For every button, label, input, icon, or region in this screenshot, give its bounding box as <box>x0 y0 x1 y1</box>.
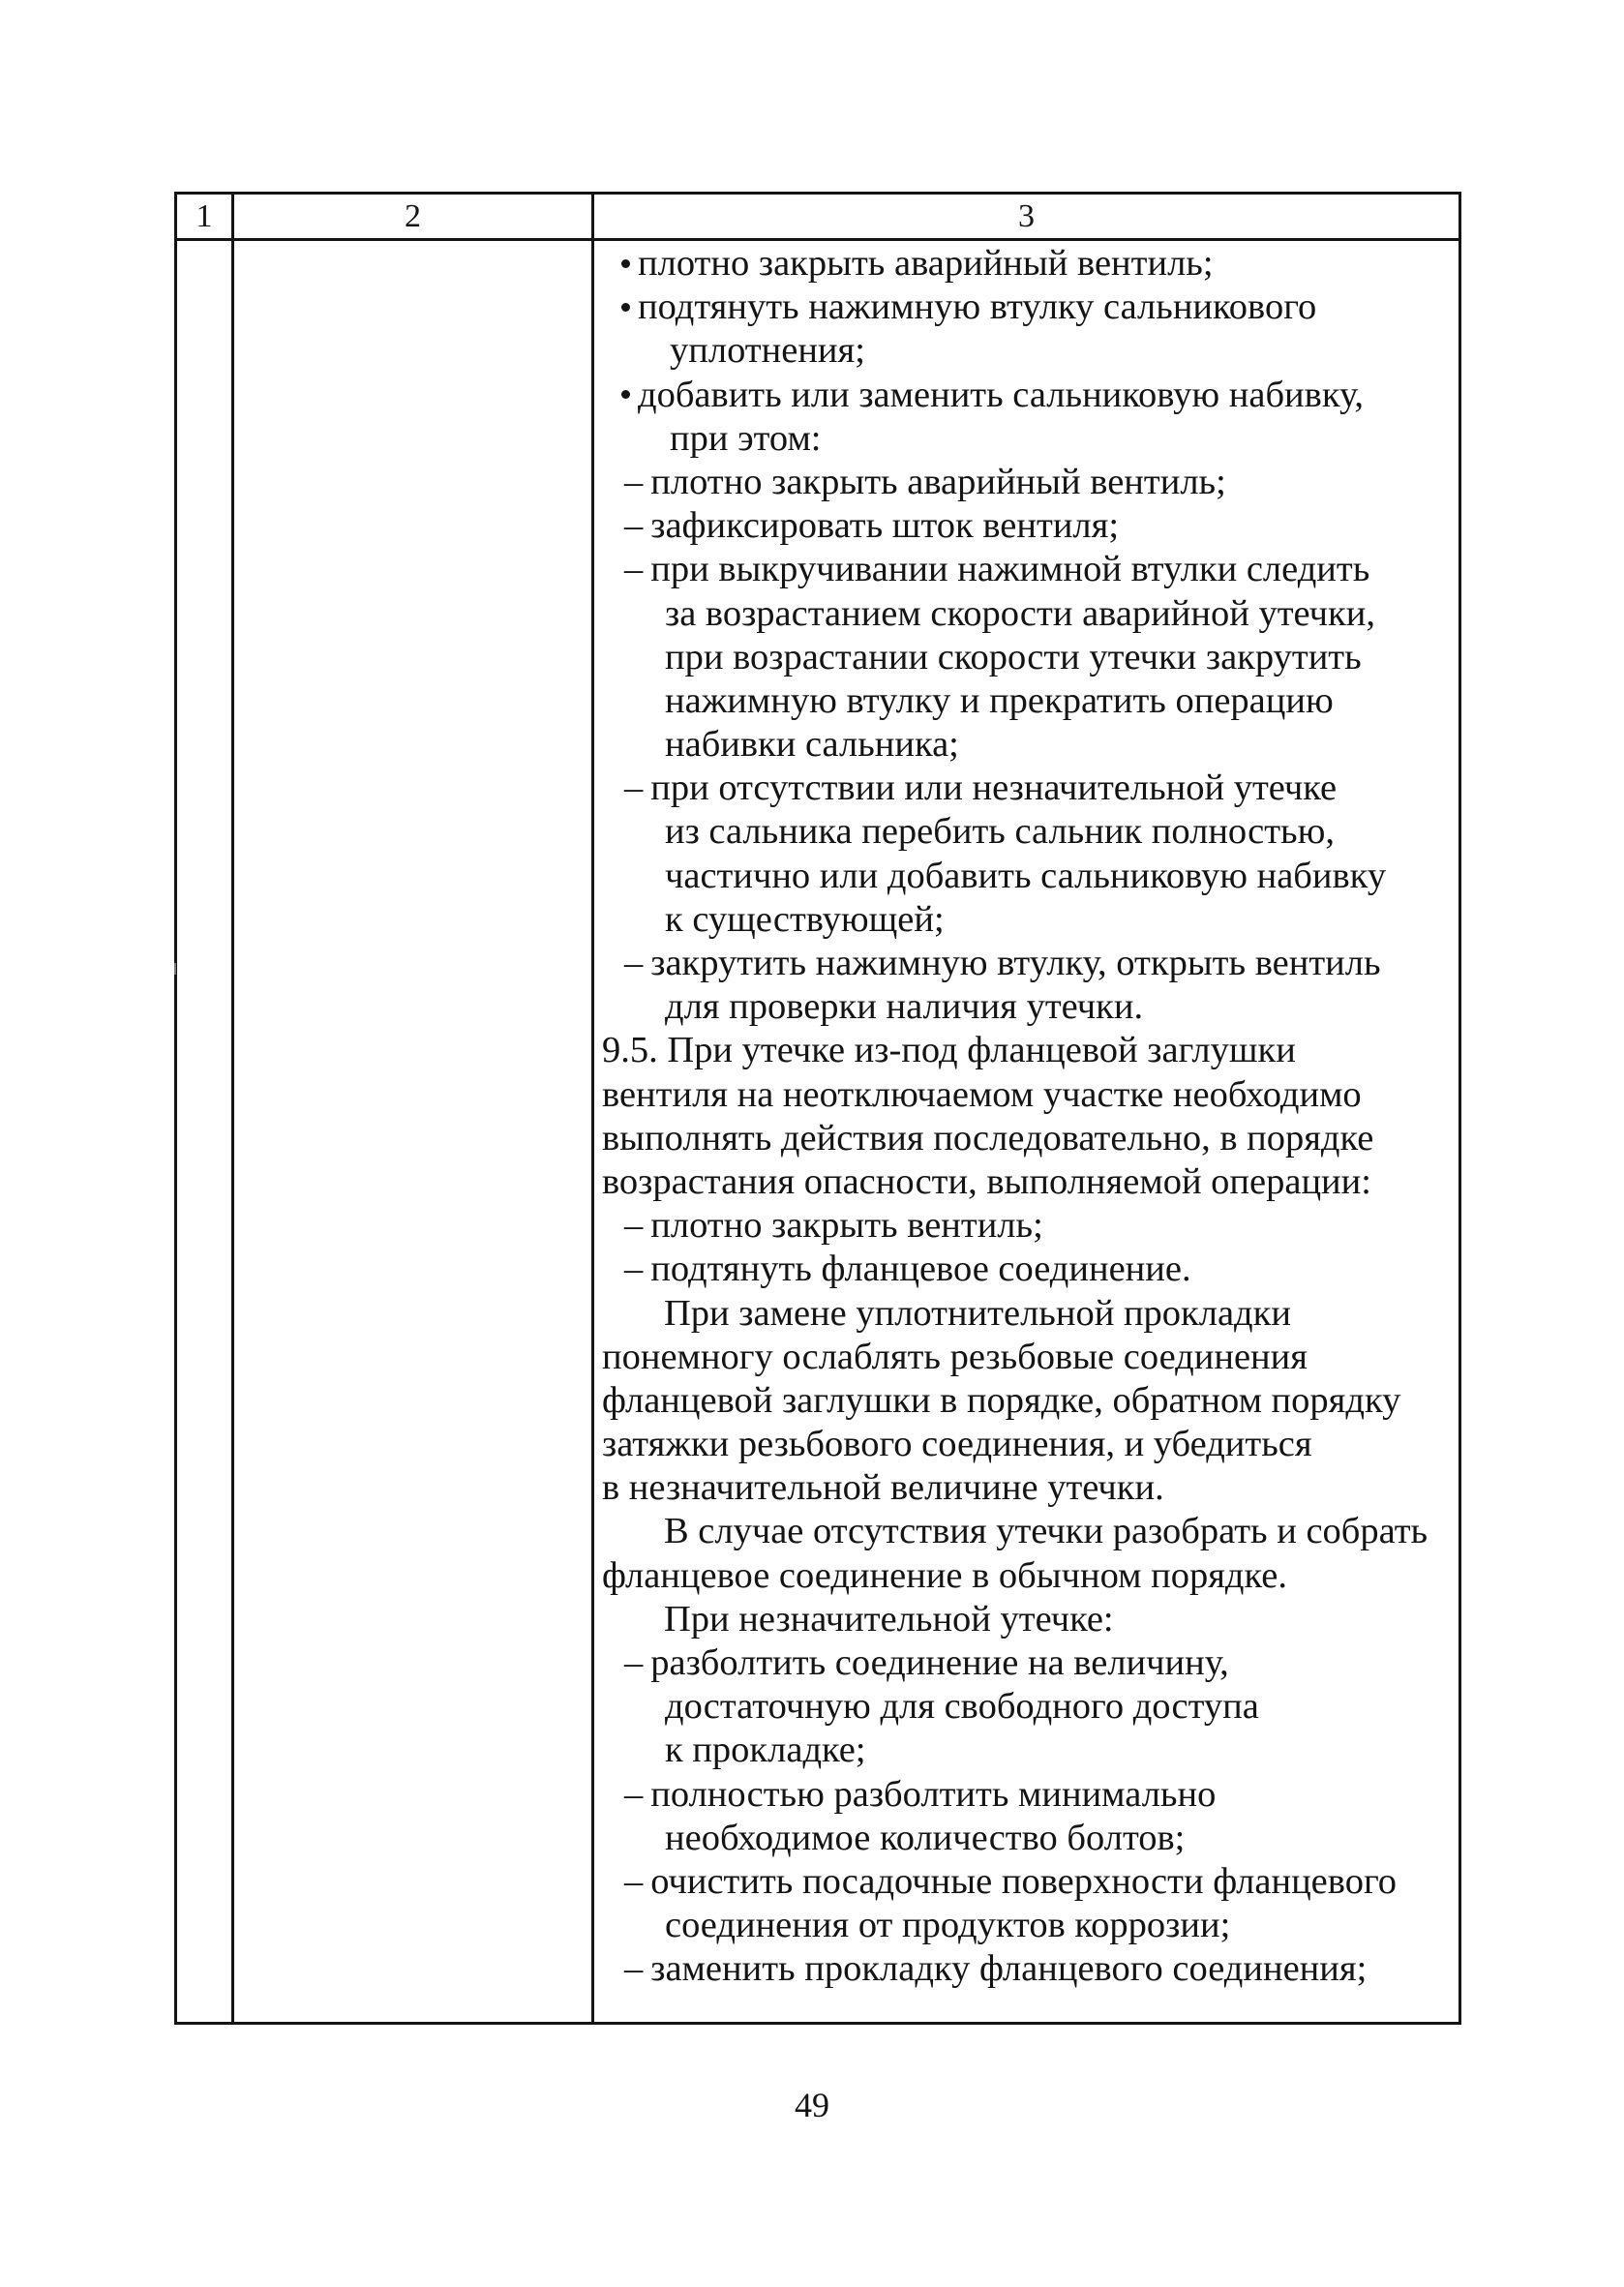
line-text: достаточную для свободного доступа <box>665 1686 1259 1728</box>
text-line <box>602 1160 1459 1204</box>
dash-icon: – <box>624 1773 644 1815</box>
text-line <box>602 1029 1459 1072</box>
text-line <box>602 1554 1459 1598</box>
header-col-3: 3 <box>593 194 1460 240</box>
dash-icon: – <box>624 1205 644 1247</box>
line-text: закрутить нажимную втулку, открыть вентиль <box>650 943 1381 983</box>
text-line <box>602 242 1459 286</box>
text-line <box>602 1510 1459 1553</box>
table-body-row <box>176 240 1460 2024</box>
text-line <box>602 1904 1459 1947</box>
line-text: при выкручивании нажимной втулки следить <box>650 549 1370 590</box>
text-line <box>602 767 1459 810</box>
text-line <box>602 461 1459 504</box>
text-line <box>602 1598 1459 1641</box>
line-text: зафиксировать шток вентиля; <box>650 505 1120 547</box>
line-text: для проверки наличия утечки. <box>665 986 1144 1028</box>
text-line <box>602 1685 1459 1729</box>
line-text: соединения от продуктов коррозии; <box>665 1905 1231 1946</box>
line-text: к прокладке; <box>665 1730 866 1771</box>
text-line <box>602 942 1459 985</box>
line-text: к существующей; <box>665 898 945 940</box>
text-line <box>602 1292 1459 1336</box>
line-text: частично или добавить сальниковую набивку <box>665 855 1387 896</box>
text-line <box>602 374 1459 417</box>
dash-icon: – <box>624 943 644 983</box>
dash-icon: – <box>624 461 644 502</box>
line-text: плотно закрыть аварийный вентиль; <box>638 243 1214 284</box>
line-text: В случае отсутствия утечки разобрать и собрать <box>664 1511 1429 1552</box>
line-text: при отсутствии или незначительной утечке <box>650 767 1338 809</box>
line-text: уплотнения; <box>670 330 865 372</box>
header-col-1: 1 <box>176 194 233 240</box>
dash-icon: – <box>624 1249 644 1290</box>
text-line <box>602 548 1459 591</box>
line-text: плотно закрыть вентиль; <box>650 1205 1043 1247</box>
text-line <box>602 504 1459 548</box>
line-text: понемногу ослаблять резьбовые соединения <box>602 1336 1308 1377</box>
line-text: подтянуть нажимную втулку сальникового <box>638 286 1317 328</box>
dash-icon: – <box>624 549 644 590</box>
instructions-text <box>602 241 1459 1992</box>
body-col-1 <box>176 240 233 2024</box>
line-text: набивки сальника; <box>665 724 959 766</box>
text-line <box>602 329 1459 373</box>
line-text: полностью разболтить минимально <box>650 1773 1217 1815</box>
text-line <box>602 1641 1459 1685</box>
line-text: необходимое количество болтов; <box>665 1817 1186 1858</box>
table-header-row <box>176 194 1460 240</box>
dash-icon: – <box>624 767 644 809</box>
line-text: при этом: <box>670 417 822 459</box>
line-text: заменить прокладку фланцевого соединения; <box>650 1948 1368 1990</box>
text-line <box>602 1379 1459 1423</box>
text-line <box>602 1466 1459 1510</box>
text-line <box>602 1073 1459 1117</box>
text-line <box>602 810 1459 854</box>
line-text: затяжки резьбового соединения, и убедиться <box>602 1424 1312 1465</box>
text-line <box>602 1248 1459 1291</box>
text-line <box>602 286 1459 329</box>
bullet-icon <box>621 259 630 268</box>
text-line <box>602 1817 1459 1860</box>
line-text: При замене уплотнительной прокладки <box>664 1292 1291 1334</box>
line-text: подтянуть фланцевое соединение. <box>650 1249 1191 1290</box>
line-text: при возрастании скорости утечки закрутить <box>665 636 1362 677</box>
line-text: очистить посадочные поверхности фланцевого <box>650 1860 1398 1902</box>
line-text: 9.5. При утечке из-под фланцевой заглушки <box>602 1030 1296 1071</box>
text-line <box>602 723 1459 767</box>
text-line <box>602 1204 1459 1248</box>
line-text: плотно закрыть аварийный вентиль; <box>650 461 1226 502</box>
dash-icon: – <box>624 1948 644 1990</box>
text-line <box>602 679 1459 723</box>
header-col-2: 2 <box>233 194 593 240</box>
line-text: фланцевой заглушки в порядке, обратном порядку <box>602 1379 1401 1421</box>
bullet-icon <box>621 303 630 312</box>
line-text: фланцевое соединение в обычном порядке. <box>602 1554 1287 1596</box>
line-text: из сальника перебить сальник полностью, <box>665 811 1335 853</box>
body-col-2 <box>233 240 593 2024</box>
line-text: разболтить соединение на величину, <box>650 1642 1229 1683</box>
line-text: вентиля на неотключаемом участке необходимо <box>602 1073 1362 1115</box>
line-text: возрастания опасности, выполняемой операции: <box>602 1160 1371 1202</box>
text-line <box>602 898 1459 942</box>
text-line <box>602 417 1459 461</box>
line-text: добавить или заменить сальниковую набивку, <box>638 374 1365 415</box>
text-line <box>602 1947 1459 1991</box>
line-text: нажимную втулку и прекратить операцию <box>665 679 1334 721</box>
body-col-3 <box>593 240 1460 2024</box>
margin-mark <box>174 963 176 975</box>
line-text: в незначительной величине утечки. <box>602 1467 1164 1509</box>
line-text: При незначительной утечке: <box>664 1598 1114 1640</box>
instruction-table <box>174 192 1461 2025</box>
text-line <box>602 592 1459 636</box>
text-line <box>602 985 1459 1029</box>
line-text: выполнять действия последовательно, в порядке <box>602 1117 1374 1159</box>
line-text: за возрастанием скорости аварийной утечки, <box>665 592 1375 634</box>
dash-icon: – <box>624 1642 644 1683</box>
text-line <box>602 1117 1459 1160</box>
dash-icon: – <box>624 1860 644 1902</box>
text-line <box>602 1423 1459 1466</box>
text-line <box>602 636 1459 679</box>
text-line <box>602 1729 1459 1772</box>
text-line <box>602 1860 1459 1904</box>
page-number: 49 <box>795 2086 829 2124</box>
text-line <box>602 855 1459 898</box>
text-line <box>602 1336 1459 1379</box>
bullet-icon <box>621 390 630 399</box>
dash-icon: – <box>624 505 644 547</box>
text-line <box>602 1773 1459 1817</box>
